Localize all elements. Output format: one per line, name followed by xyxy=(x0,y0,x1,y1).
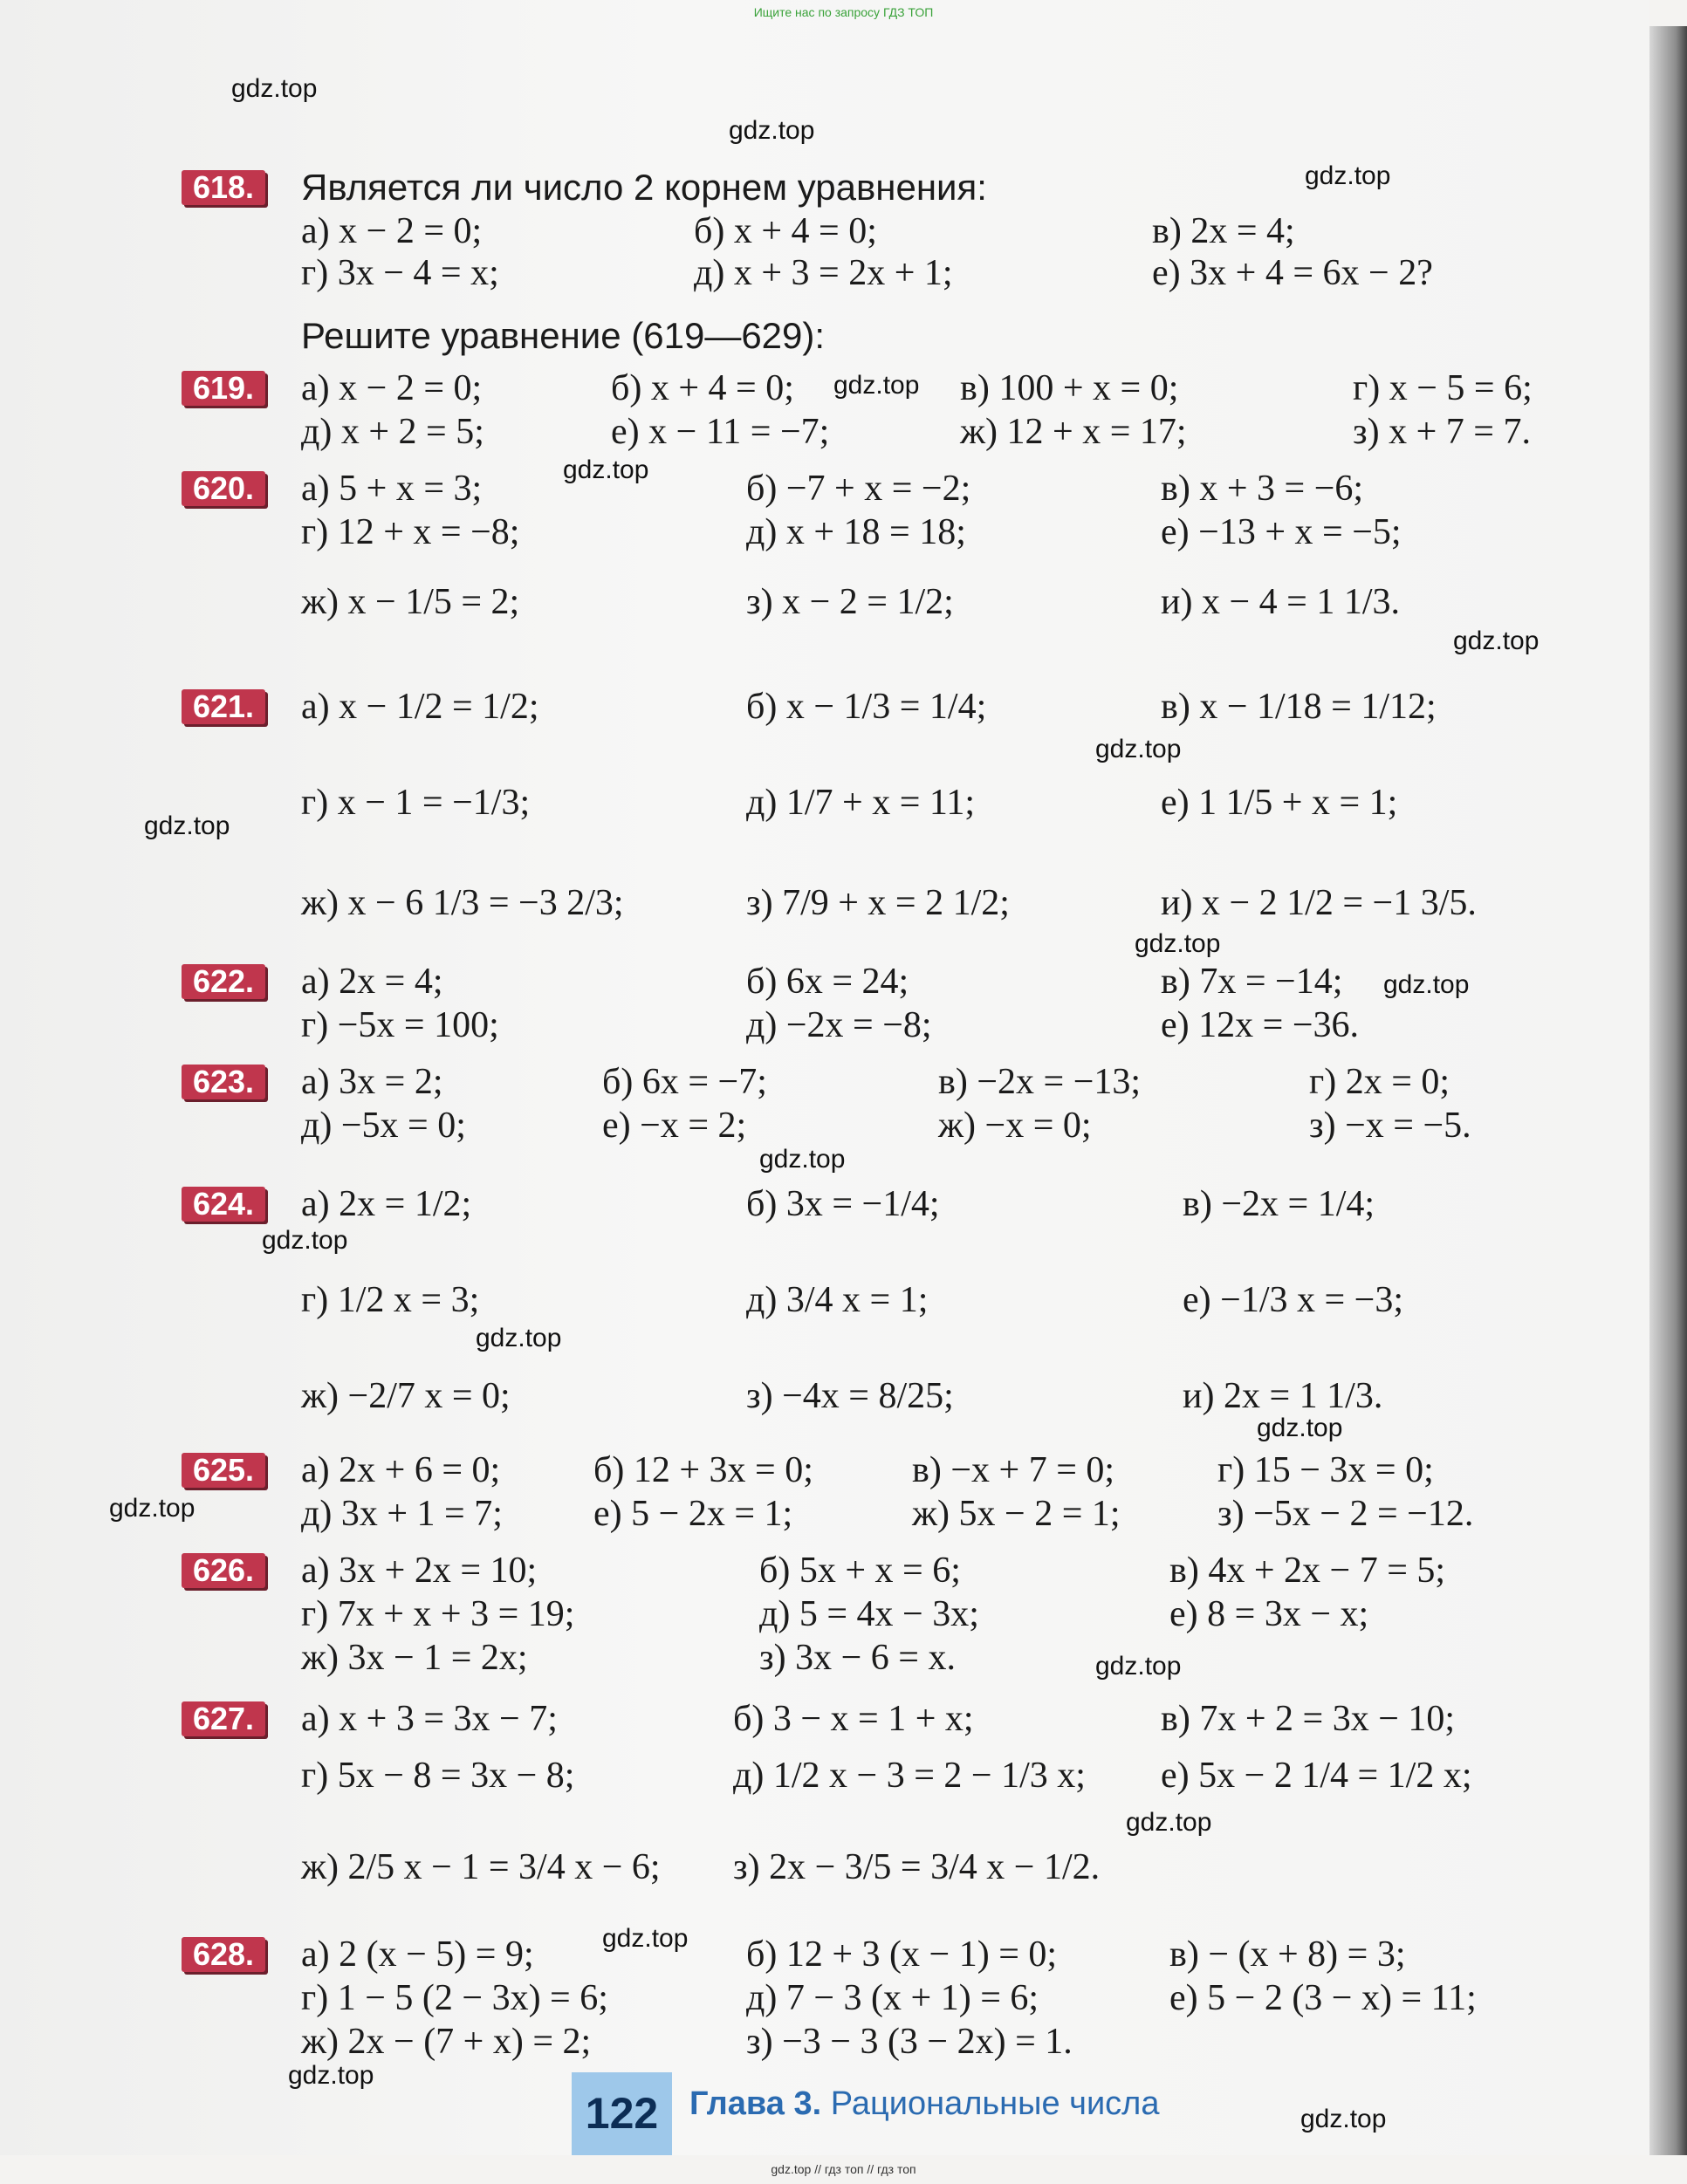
watermark: gdz.top xyxy=(144,811,230,840)
equation-item: г) 12 + x = −8; xyxy=(301,512,520,552)
equation-item: е) 5 − 2 (3 − x) = 11; xyxy=(1169,1978,1477,2018)
equation-item: б) 3 − x = 1 + x; xyxy=(733,1699,974,1739)
equation-item: в) −2x = −13; xyxy=(938,1062,1142,1102)
equation-item: а) x − 1/2 = 1/2; xyxy=(301,687,539,727)
section-instruction: Решите уравнение (619—629): xyxy=(301,315,826,356)
equation-item: б) 12 + 3 (x − 1) = 0; xyxy=(746,1934,1058,1975)
equation-item: е) x − 11 = −7; xyxy=(611,412,830,452)
equation-item: д) x + 18 = 18; xyxy=(746,512,966,552)
watermark: gdz.top xyxy=(602,1924,689,1953)
equation-item: з) −3 − 3 (3 − 2x) = 1. xyxy=(746,2022,1073,2062)
equation-item: б) 3x = −1/4; xyxy=(746,1184,940,1224)
problem-number-627: 627. xyxy=(182,1701,265,1736)
problem-title: Является ли число 2 корнем уравнения: xyxy=(301,167,987,208)
equation-item: е) −x = 2; xyxy=(602,1106,747,1146)
equation-item: з) x − 2 = 1/2; xyxy=(746,582,954,622)
equation-item: в) 7x + 2 = 3x − 10; xyxy=(1161,1699,1456,1739)
equation-item: д) 1/7 + x = 11; xyxy=(746,783,976,823)
equation-item: ж) 3x − 1 = 2x; xyxy=(301,1638,528,1678)
equation-item: в) 2x = 4; xyxy=(1152,211,1295,251)
watermark: gdz.top xyxy=(1126,1808,1212,1837)
equation-item: г) x − 5 = 6; xyxy=(1353,368,1533,408)
equation-item: ж) 2x − (7 + x) = 2; xyxy=(301,2022,592,2062)
equation-item: ж) x − 6 1/3 = −3 2/3; xyxy=(301,883,624,923)
equation-item: б) 6x = −7; xyxy=(602,1062,767,1102)
equation-item: и) x − 2 1/2 = −1 3/5. xyxy=(1161,883,1477,923)
equation-item: а) 5 + x = 3; xyxy=(301,469,483,509)
equation-item: б) 5x + x = 6; xyxy=(759,1551,961,1591)
top-note: Ищите нас по запросу ГДЗ ТОП xyxy=(753,5,934,19)
book-spine-shadow xyxy=(1649,26,1687,2155)
equation-item: ж) 2/5 x − 1 = 3/4 x − 6; xyxy=(301,1847,661,1887)
problem-number-619: 619. xyxy=(182,371,265,406)
equation-item: г) 1/2 x = 3; xyxy=(301,1280,480,1320)
chapter-name: Рациональные числа xyxy=(830,2085,1160,2122)
equation-item: з) −5x − 2 = −12. xyxy=(1217,1494,1474,1534)
equation-item: е) 8 = 3x − x; xyxy=(1169,1594,1369,1634)
equation-item: з) −4x = 8/25; xyxy=(746,1376,954,1416)
equation-item: в) 100 + x = 0; xyxy=(960,368,1179,408)
equation-item: а) 3x = 2; xyxy=(301,1062,443,1102)
watermark: gdz.top xyxy=(1095,1652,1182,1681)
equation-item: д) −2x = −8; xyxy=(746,1005,932,1045)
equation-item: е) 12x = −36. xyxy=(1161,1005,1360,1045)
equation-item: б) 12 + 3x = 0; xyxy=(593,1450,813,1490)
equation-item: з) 3x − 6 = x. xyxy=(759,1638,956,1678)
watermark: gdz.top xyxy=(1135,929,1221,958)
equation-item: ж) 12 + x = 17; xyxy=(960,412,1187,452)
equation-item: е) −1/3 x = −3; xyxy=(1183,1280,1404,1320)
equation-item: з) −x = −5. xyxy=(1309,1106,1471,1146)
equation-item: ж) x − 1/5 = 2; xyxy=(301,582,520,622)
chapter-label: Глава 3. xyxy=(689,2085,822,2122)
problem-number-621: 621. xyxy=(182,689,265,724)
equation-item: г) −5x = 100; xyxy=(301,1005,499,1045)
equation-item: ж) −2/7 x = 0; xyxy=(301,1376,511,1416)
equation-item: в) x − 1/18 = 1/12; xyxy=(1161,687,1437,727)
equation-item: г) 3x − 4 = x; xyxy=(301,253,499,293)
equation-item: з) 7/9 + x = 2 1/2; xyxy=(746,883,1010,923)
equation-item: д) x + 2 = 5; xyxy=(301,412,484,452)
problem-number-618: 618. xyxy=(182,170,265,205)
equation-item: б) −7 + x = −2; xyxy=(746,469,971,509)
equation-item: и) x − 4 = 1 1/3. xyxy=(1161,582,1401,622)
equation-item: е) −13 + x = −5; xyxy=(1161,512,1402,552)
watermark: gdz.top xyxy=(1257,1414,1343,1442)
watermark: gdz.top xyxy=(1383,970,1470,999)
chapter-title xyxy=(689,2085,1160,2123)
watermark: gdz.top xyxy=(563,455,649,484)
watermark: gdz.top xyxy=(231,74,318,103)
watermark: gdz.top xyxy=(476,1324,562,1352)
equation-item: в) x + 3 = −6; xyxy=(1161,469,1364,509)
watermark: gdz.top xyxy=(759,1145,846,1174)
bottom-note: gdz.top // гдз топ // гдз топ xyxy=(771,2162,916,2176)
equation-item: г) 5x − 8 = 3x − 8; xyxy=(301,1756,575,1796)
watermark: gdz.top xyxy=(1305,161,1391,190)
equation-item: г) 2x = 0; xyxy=(1309,1062,1450,1102)
equation-item: а) x − 2 = 0; xyxy=(301,211,483,251)
equation-item: в) −2x = 1/4; xyxy=(1183,1184,1375,1224)
equation-item: б) 6x = 24; xyxy=(746,962,909,1002)
equation-item: в) 4x + 2x − 7 = 5; xyxy=(1169,1551,1446,1591)
equation-item: е) 1 1/5 + x = 1; xyxy=(1161,783,1398,823)
equation-item: е) 5 − 2x = 1; xyxy=(593,1494,793,1534)
equation-item: ж) 5x − 2 = 1; xyxy=(912,1494,1121,1534)
problem-number-623: 623. xyxy=(182,1065,265,1099)
equation-item: а) 2x + 6 = 0; xyxy=(301,1450,501,1490)
problem-number-622: 622. xyxy=(182,964,265,999)
equation-item: е) 3x + 4 = 6x − 2? xyxy=(1152,253,1433,293)
problem-number-625: 625. xyxy=(182,1453,265,1488)
equation-item: д) 3x + 1 = 7; xyxy=(301,1494,503,1534)
equation-item: в) − (x + 8) = 3; xyxy=(1169,1934,1406,1975)
equation-item: з) x + 7 = 7. xyxy=(1353,412,1531,452)
equation-item: г) 15 − 3x = 0; xyxy=(1217,1450,1434,1490)
equation-item: ж) −x = 0; xyxy=(938,1106,1092,1146)
equation-item: а) 3x + 2x = 10; xyxy=(301,1551,538,1591)
equation-item: в) −x + 7 = 0; xyxy=(912,1450,1115,1490)
equation-item: д) 3/4 x = 1; xyxy=(746,1280,929,1320)
equation-item: и) 2x = 1 1/3. xyxy=(1183,1376,1383,1416)
equation-item: б) x + 4 = 0; xyxy=(611,368,794,408)
equation-item: д) 7 − 3 (x + 1) = 6; xyxy=(746,1978,1039,2018)
watermark: gdz.top xyxy=(109,1494,195,1523)
page-number: 122 xyxy=(572,2072,672,2155)
equation-item: д) x + 3 = 2x + 1; xyxy=(694,253,953,293)
equation-item: а) 2x = 1/2; xyxy=(301,1184,472,1224)
watermark: gdz.top xyxy=(729,116,815,145)
problem-number-620: 620. xyxy=(182,471,265,506)
watermark: gdz.top xyxy=(1095,735,1182,763)
equation-item: б) x − 1/3 = 1/4; xyxy=(746,687,987,727)
equation-item: а) 2 (x − 5) = 9; xyxy=(301,1934,534,1975)
equation-item: г) 1 − 5 (2 − 3x) = 6; xyxy=(301,1978,608,2018)
equation-item: а) x − 2 = 0; xyxy=(301,368,483,408)
watermark: gdz.top xyxy=(1453,626,1540,655)
equation-item: а) x + 3 = 3x − 7; xyxy=(301,1699,558,1739)
equation-item: в) 7x = −14; xyxy=(1161,962,1343,1002)
equation-item: д) 5 = 4x − 3x; xyxy=(759,1594,979,1634)
equation-item: е) 5x − 2 1/4 = 1/2 x; xyxy=(1161,1756,1472,1796)
equation-item: г) 7x + x + 3 = 19; xyxy=(301,1594,575,1634)
problem-number-626: 626. xyxy=(182,1553,265,1588)
problem-number-628: 628. xyxy=(182,1937,265,1972)
equation-item: з) 2x − 3/5 = 3/4 x − 1/2. xyxy=(733,1847,1101,1887)
watermark: gdz.top xyxy=(262,1226,348,1255)
equation-item: б) x + 4 = 0; xyxy=(694,211,877,251)
problem-number-624: 624. xyxy=(182,1187,265,1222)
watermark: gdz.top xyxy=(1300,2105,1387,2133)
watermark: gdz.top xyxy=(833,371,920,400)
equation-item: а) 2x = 4; xyxy=(301,962,443,1002)
watermark: gdz.top xyxy=(288,2061,374,2090)
equation-item: д) −5x = 0; xyxy=(301,1106,466,1146)
equation-item: г) x − 1 = −1/3; xyxy=(301,783,531,823)
equation-item: д) 1/2 x − 3 = 2 − 1/3 x; xyxy=(733,1756,1086,1796)
